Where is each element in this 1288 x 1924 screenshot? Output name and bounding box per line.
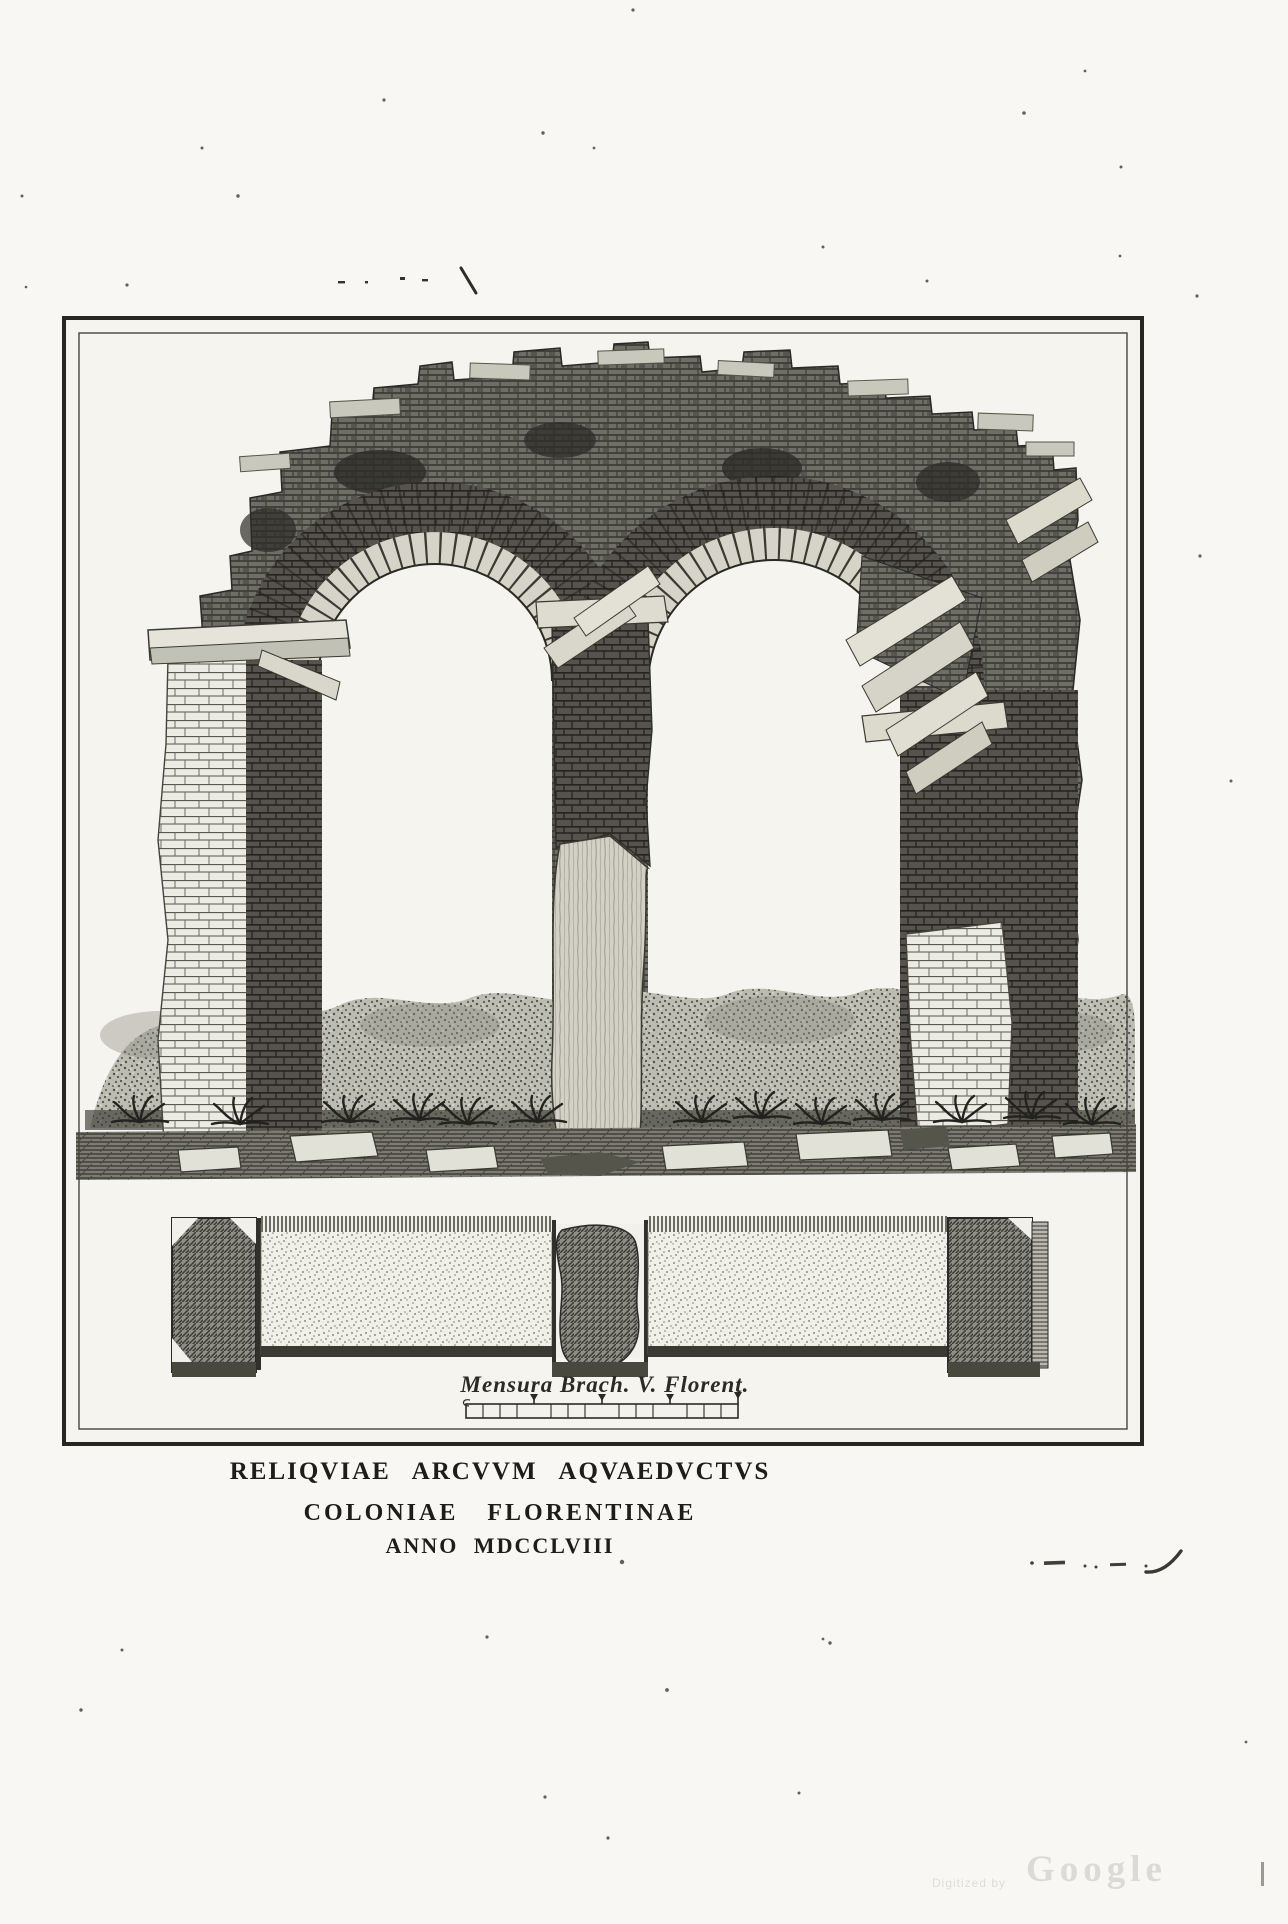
left-pier [148,620,350,1148]
ground [76,1124,1136,1180]
caption-line-1: RELIQVIAE ARCVVM AQVAEDVCTVS [229,1458,771,1485]
caption-line-3: ANNO MDCCLVIII [385,1533,615,1558]
digitization-watermark [930,1848,1270,1908]
plan-view [172,1216,1048,1377]
scale-label: Mensura Brach. V. Florent. [460,1372,750,1397]
watermark-prefix-text: Digitized by [932,1876,1007,1890]
caption-line-2: COLONIAE FLORENTINAE [303,1500,697,1526]
watermark-brand-text: Google [1026,1849,1167,1890]
